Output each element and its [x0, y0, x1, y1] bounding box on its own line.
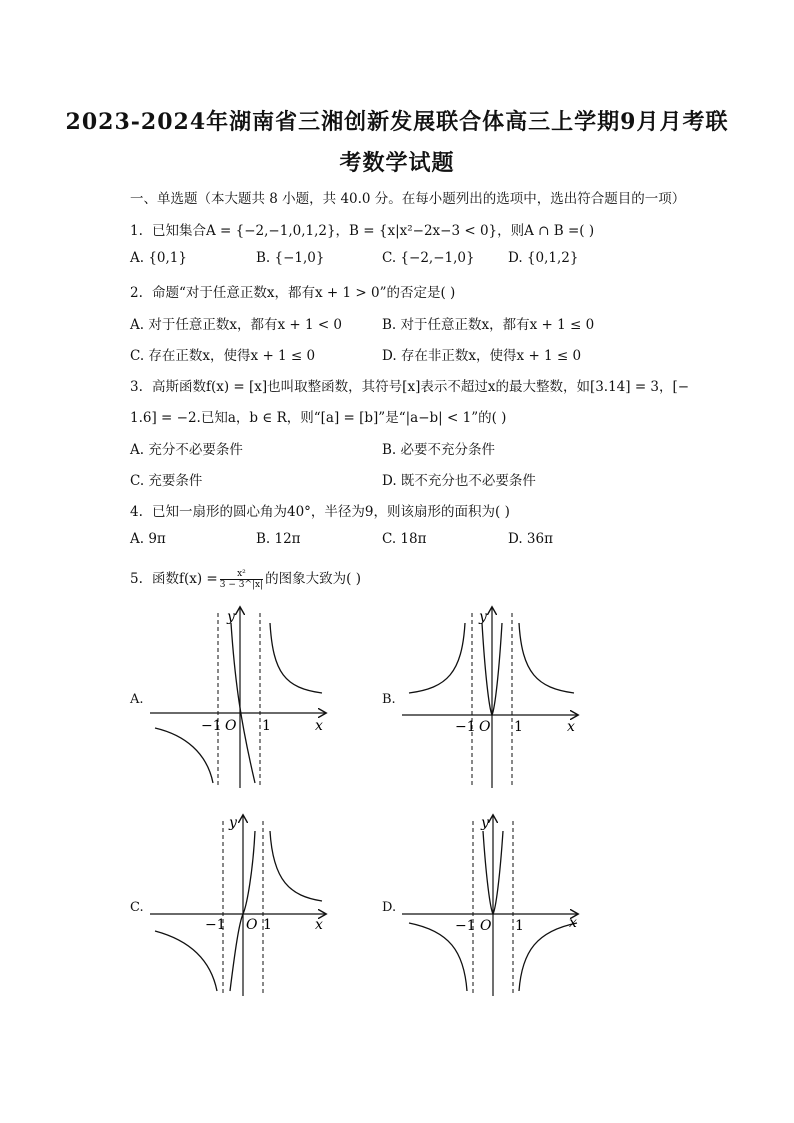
origin-label: O [246, 917, 258, 933]
neg-one-label: −1 [455, 719, 476, 735]
question-stem-line-1: 高斯函数f(x) = [x]也叫取整函数，其符号[x]表示不超过x的最大整数，如[3.14] = 3，[− [152, 379, 690, 395]
q1-option-c[interactable]: C. {−2,−1,0} [382, 250, 475, 266]
question-2 [130, 281, 455, 301]
q4-option-c[interactable]: C. 18π [382, 531, 427, 547]
neg-one-label: −1 [455, 918, 476, 934]
curve-right-branch [519, 923, 577, 991]
graph-a-label[interactable]: A. [130, 692, 144, 707]
question-number: 3. [130, 379, 143, 395]
y-label: y [229, 815, 237, 831]
curve-right-branch [270, 831, 322, 901]
x-label: x [315, 718, 323, 734]
curve-left-branch [155, 728, 213, 783]
graph-d[interactable] [397, 811, 587, 1001]
origin-label: O [225, 718, 237, 734]
curve-right-branch [519, 623, 574, 693]
q4-option-a[interactable]: A. 9π [130, 531, 166, 547]
curve-middle-branch [231, 623, 255, 783]
q3-option-a[interactable]: A. 充分不必要条件 [130, 442, 243, 458]
q2-option-d[interactable]: D. 存在非正数x，使得x + 1 ≤ 0 [382, 348, 582, 364]
question-3-line-2: 1.6] = −2.已知a，b ∈ R，则“[a] = [b]”是“|a−b| < 1”的( ) [130, 410, 507, 426]
section-heading: 一、单选题（本大题共 8 小题，共 40.0 分。在每小题列出的选项中，选出符合题目的一项） [130, 191, 686, 207]
one-label: 1 [514, 719, 523, 735]
y-label: y [481, 815, 489, 831]
question-stem: 命题“对于任意正数x，都有x + 1 > 0”的否定是( ) [152, 285, 456, 301]
y-label: y [479, 609, 487, 625]
question-4 [130, 500, 510, 520]
q4-option-b[interactable]: B. 12π [256, 531, 301, 547]
fraction-numerator: x² [220, 569, 263, 580]
one-label: 1 [515, 918, 524, 934]
graph-c[interactable] [145, 811, 335, 1001]
question-5 [130, 567, 361, 590]
neg-one-label: −1 [201, 718, 222, 734]
question-number: 1. [130, 223, 143, 239]
fraction [220, 569, 263, 590]
graph-b[interactable] [397, 603, 587, 793]
question-stem-suffix: 的图象大致为( ) [265, 571, 361, 587]
q4-option-d[interactable]: D. 36π [508, 531, 553, 547]
question-3 [130, 375, 689, 395]
q2-option-c[interactable]: C. 存在正数x，使得x + 1 ≤ 0 [130, 348, 316, 364]
q1-option-a[interactable]: A. {0,1} [130, 250, 187, 266]
graph-c-label[interactable]: C. [130, 900, 144, 915]
graph-b-label[interactable]: B. [382, 692, 396, 707]
fraction-denominator: 3 − 3^|x| [219, 580, 264, 590]
q1-option-d[interactable]: D. {0,1,2} [508, 250, 579, 266]
question-1 [130, 219, 594, 239]
graph-d-label[interactable]: D. [382, 900, 397, 915]
one-label: 1 [263, 917, 272, 933]
x-label: x [569, 915, 577, 931]
title-line-2: 考数学试题 [339, 150, 455, 176]
neg-one-label: −1 [205, 917, 226, 933]
question-stem: 已知一扇形的圆心角为40°，半径为9，则该扇形的面积为( ) [152, 504, 510, 520]
x-label: x [315, 917, 323, 933]
one-label: 1 [262, 718, 271, 734]
origin-label: O [480, 918, 492, 934]
curve-left-branch [409, 623, 465, 693]
q2-option-a[interactable]: A. 对于任意正数x，都有x + 1 < 0 [130, 317, 343, 333]
y-label: y [227, 609, 235, 625]
question-number: 4. [130, 504, 143, 520]
curve-left-branch [155, 931, 217, 991]
x-label: x [567, 719, 575, 735]
origin-label: O [479, 719, 491, 735]
q3-option-b[interactable]: B. 必要不充分条件 [382, 442, 496, 458]
title-line-1: 2023-2024年湖南省三湘创新发展联合体高三上学期9月月考联 [65, 109, 729, 135]
question-number: 2. [130, 285, 143, 301]
question-stem: 已知集合A = {−2,−1,0,1,2}，B = {x|x²−2x−3 < 0}，则A ∩ B =( ) [152, 223, 595, 239]
q2-option-b[interactable]: B. 对于任意正数x，都有x + 1 ≤ 0 [382, 317, 595, 333]
q3-option-d[interactable]: D. 既不充分也不必要条件 [382, 473, 536, 489]
q1-option-b[interactable]: B. {−1,0} [256, 250, 325, 266]
curve-right-branch [270, 623, 322, 693]
graph-a[interactable] [145, 603, 335, 793]
question-stem-prefix: 函数f(x) = [152, 571, 218, 587]
question-number: 5. [130, 571, 143, 587]
q3-option-c[interactable]: C. 充要条件 [130, 473, 203, 489]
